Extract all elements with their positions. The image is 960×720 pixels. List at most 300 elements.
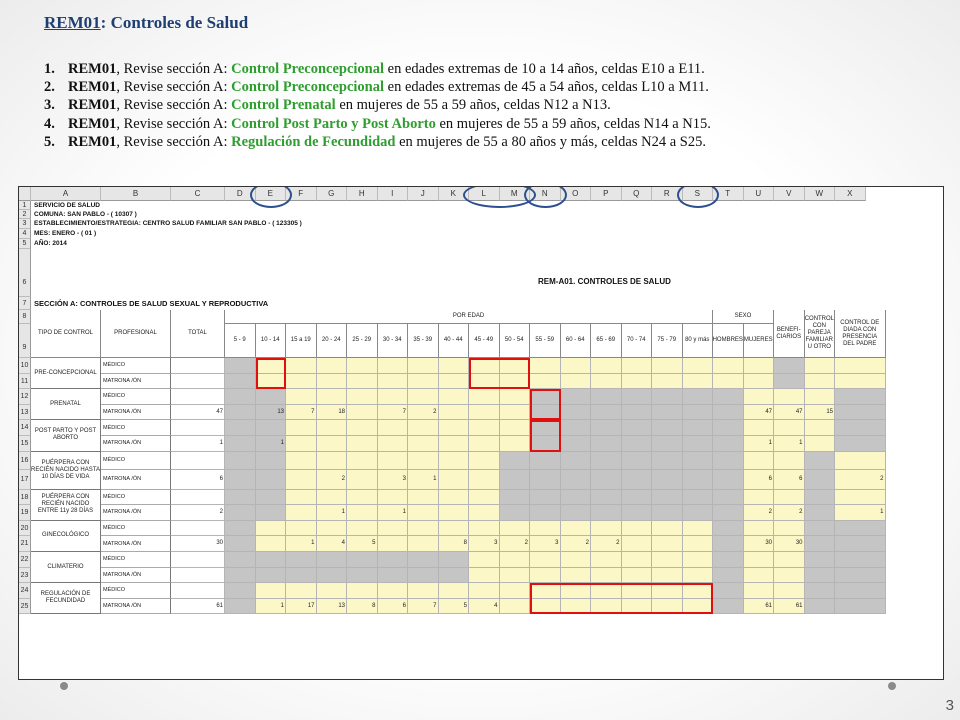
value-age: 6 <box>402 602 406 609</box>
row-header-11: 11 <box>19 374 31 390</box>
row-header-17: 17 <box>19 470 31 490</box>
cell-D19 <box>225 505 256 521</box>
cell-F22 <box>286 552 317 568</box>
value-age: 8 <box>463 540 467 547</box>
cell-X25 <box>835 599 886 615</box>
cell-P12 <box>591 389 622 405</box>
cell-W15 <box>805 436 836 452</box>
instruction-pre: , Revise sección A: <box>116 115 232 132</box>
cell-F24 <box>286 583 317 599</box>
cell-I24 <box>378 583 409 599</box>
cell-P13 <box>591 405 622 421</box>
column-header-X: X <box>835 187 866 201</box>
header-padre: CONTROL DE DIADA CON PRESENCIA DEL PADRE <box>835 310 886 358</box>
instruction-rem: REM01 <box>68 79 117 96</box>
cell-E17 <box>256 470 287 490</box>
column-header-W: W <box>805 187 836 201</box>
header-age-I: 30 - 34 <box>378 324 409 358</box>
cell-W18 <box>805 490 836 506</box>
cell-C11 <box>171 374 225 390</box>
cell-V20 <box>774 521 805 537</box>
prof-medico: MÉDICO <box>101 490 171 506</box>
cell-X14 <box>835 420 886 436</box>
info-servicio: SERVICIO DE SALUD <box>34 202 100 209</box>
instruction-rem: REM01 <box>68 97 117 114</box>
row-header-19: 19 <box>19 505 31 521</box>
group-label: PUÉRPERA CON RECIÉN NACIDO ENTRE 11y 28 DÍAS <box>31 490 101 521</box>
cell-U23 <box>744 568 775 584</box>
value-total: 1 <box>219 439 223 446</box>
cell-C16 <box>171 452 225 470</box>
column-header-G: G <box>317 187 348 201</box>
cell-Q19 <box>622 505 653 521</box>
value-total: 6 <box>219 475 223 482</box>
cell-L18 <box>469 490 500 506</box>
header-age-Q: 70 - 74 <box>622 324 653 358</box>
header-age-K: 40 - 44 <box>439 324 470 358</box>
cell-T14 <box>713 420 744 436</box>
value-beneficiarios: 2 <box>799 509 803 515</box>
header-age-E: 10 - 14 <box>256 324 287 358</box>
value-age: 8 <box>372 602 376 609</box>
cell-T20 <box>713 521 744 537</box>
title-rest: : Controles de Salud <box>100 13 249 32</box>
prof-matrona: MATRONA /ÓN <box>101 568 171 584</box>
instruction-hl: Regulación de Fecundidad <box>231 133 396 150</box>
instruction-hl: Control Prenatal <box>231 97 336 114</box>
cell-I21 <box>378 536 409 552</box>
row-header-8: 8 <box>19 310 31 324</box>
cell-E14 <box>256 420 287 436</box>
row-header-22: 22 <box>19 552 31 568</box>
cell-D17 <box>225 470 256 490</box>
cell-S18 <box>683 490 714 506</box>
cell-K12 <box>439 389 470 405</box>
cell-R13 <box>652 405 683 421</box>
cell-N12 <box>530 389 561 405</box>
value-age: 1 <box>402 509 406 515</box>
cell-D13 <box>225 405 256 421</box>
value-pareja: 15 <box>826 408 833 415</box>
cell-O12 <box>561 389 592 405</box>
cell-Q10 <box>622 358 653 374</box>
cell-L12 <box>469 389 500 405</box>
cell-L24 <box>469 583 500 599</box>
prof-matrona: MATRONA /ÓN <box>101 505 171 521</box>
value-total: 30 <box>216 540 223 547</box>
cell-E18 <box>256 490 287 506</box>
cell-O17 <box>561 470 592 490</box>
row-header-2: 2 <box>19 210 31 219</box>
cell-G10 <box>317 358 348 374</box>
instruction-hl: Control Preconcepcional <box>231 61 385 77</box>
cell-I12 <box>378 389 409 405</box>
prof-matrona: MATRONA /ÓN <box>101 436 171 452</box>
cell-T13 <box>713 405 744 421</box>
prof-medico: MÉDICO <box>101 452 171 470</box>
cell-X18 <box>835 490 886 506</box>
cell-S10 <box>683 358 714 374</box>
cell-I16 <box>378 452 409 470</box>
cell-T21 <box>713 536 744 552</box>
cell-N17 <box>530 470 561 490</box>
cell-K18 <box>439 490 470 506</box>
row-header-23: 23 <box>19 568 31 584</box>
cell-M10 <box>500 358 531 374</box>
cell-D22 <box>225 552 256 568</box>
cell-Q16 <box>622 452 653 470</box>
cell-R24 <box>652 583 683 599</box>
cell-X11 <box>835 374 886 390</box>
cell-L10 <box>469 358 500 374</box>
value-age: 7 <box>402 408 406 415</box>
cell-T12 <box>713 389 744 405</box>
value-age: 2 <box>433 408 437 415</box>
column-header-K: K <box>439 187 470 201</box>
column-header-corner <box>19 187 31 201</box>
cell-F14 <box>286 420 317 436</box>
cell-W21 <box>805 536 836 552</box>
value-age: 1 <box>311 540 315 547</box>
value-age: 2 <box>524 540 528 547</box>
cell-W24 <box>805 583 836 599</box>
spreadsheet-screenshot <box>18 186 944 680</box>
column-header-J: J <box>408 187 439 201</box>
cell-N15 <box>530 436 561 452</box>
cell-N20 <box>530 521 561 537</box>
value-age: 7 <box>311 408 315 415</box>
cell-S19 <box>683 505 714 521</box>
cell-U24 <box>744 583 775 599</box>
report-title: REM-A01. CONTROLES DE SALUD <box>538 277 671 286</box>
cell-H10 <box>347 358 378 374</box>
cell-N19 <box>530 505 561 521</box>
cell-G14 <box>317 420 348 436</box>
cell-V18 <box>774 490 805 506</box>
cell-E12 <box>256 389 287 405</box>
cell-F16 <box>286 452 317 470</box>
header-age-O: 60 - 64 <box>561 324 592 358</box>
cell-N11 <box>530 374 561 390</box>
header-profesional: PROFESIONAL <box>101 310 171 358</box>
cell-I20 <box>378 521 409 537</box>
value-total: 2 <box>219 509 223 515</box>
cell-E22 <box>256 552 287 568</box>
row-header-18: 18 <box>19 490 31 506</box>
cell-R15 <box>652 436 683 452</box>
cell-I14 <box>378 420 409 436</box>
header-age-J: 35 - 39 <box>408 324 439 358</box>
cell-S12 <box>683 389 714 405</box>
instruction-hl: Control Preconcepcional <box>231 79 385 96</box>
cell-J20 <box>408 521 439 537</box>
cell-Q21 <box>622 536 653 552</box>
instruction-num: 4. <box>44 115 55 132</box>
prof-medico: MÉDICO <box>101 420 171 436</box>
value-mujeres: 30 <box>765 540 772 547</box>
value-total: 61 <box>216 602 223 609</box>
cell-C23 <box>171 568 225 584</box>
cell-Q24 <box>622 583 653 599</box>
cell-R17 <box>652 470 683 490</box>
prof-matrona: MATRONA /ÓN <box>101 536 171 552</box>
cell-I23 <box>378 568 409 584</box>
cell-T11 <box>713 374 744 390</box>
cell-J21 <box>408 536 439 552</box>
cell-S11 <box>683 374 714 390</box>
cell-C14 <box>171 420 225 436</box>
cell-H22 <box>347 552 378 568</box>
cell-X10 <box>835 358 886 374</box>
cell-L14 <box>469 420 500 436</box>
cell-M20 <box>500 521 531 537</box>
cell-H13 <box>347 405 378 421</box>
column-header-B: B <box>101 187 171 201</box>
cell-J14 <box>408 420 439 436</box>
value-total: 47 <box>216 408 223 415</box>
cell-X20 <box>835 521 886 537</box>
row-header-6: 6 <box>19 249 31 297</box>
cell-F10 <box>286 358 317 374</box>
cell-Q13 <box>622 405 653 421</box>
prof-medico: MÉDICO <box>101 583 171 599</box>
row-header-3: 3 <box>19 219 31 229</box>
cell-U22 <box>744 552 775 568</box>
cell-V24 <box>774 583 805 599</box>
cell-I15 <box>378 436 409 452</box>
row-header-16: 16 <box>19 452 31 470</box>
group-label: CLIMATERIO <box>31 552 101 583</box>
group-label: REGULACIÓN DE FECUNDIDAD <box>31 583 101 614</box>
cell-D23 <box>225 568 256 584</box>
instruction-hl: Control Post Parto y Post Aborto <box>231 115 436 132</box>
cell-X23 <box>835 568 886 584</box>
cell-P25 <box>591 599 622 615</box>
value-age: 5 <box>372 540 376 547</box>
cell-G15 <box>317 436 348 452</box>
row-header-20: 20 <box>19 521 31 537</box>
cell-S17 <box>683 470 714 490</box>
cell-K15 <box>439 436 470 452</box>
cell-G16 <box>317 452 348 470</box>
cell-H12 <box>347 389 378 405</box>
instruction-item <box>44 133 711 151</box>
cell-J10 <box>408 358 439 374</box>
group-label: GINECOLÓGICO <box>31 521 101 552</box>
header-hombres: HOMBRES <box>713 324 744 358</box>
value-mujeres: 1 <box>768 439 772 446</box>
row-header-25: 25 <box>19 599 31 615</box>
row-header-9: 9 <box>19 324 31 358</box>
instruction-item <box>44 60 711 78</box>
cell-D24 <box>225 583 256 599</box>
cell-M14 <box>500 420 531 436</box>
value-age: 4 <box>341 540 345 547</box>
cell-T19 <box>713 505 744 521</box>
cell-V14 <box>774 420 805 436</box>
instruction-pre: , Revise sección A: <box>116 133 232 150</box>
value-age: 13 <box>277 408 284 415</box>
prof-matrona: MATRONA /ÓN <box>101 374 171 390</box>
cell-S13 <box>683 405 714 421</box>
cell-T25 <box>713 599 744 615</box>
info-anio: AÑO: 2014 <box>34 240 67 247</box>
cell-Q12 <box>622 389 653 405</box>
info-comuna: COMUNA: SAN PABLO - ( 10307 ) <box>34 211 137 218</box>
instruction-num: 1. <box>44 61 55 77</box>
header-age-N: 55 - 59 <box>530 324 561 358</box>
instruction-pre: , Revise sección A: <box>116 97 232 114</box>
cell-P18 <box>591 490 622 506</box>
cell-X24 <box>835 583 886 599</box>
value-beneficiarios: 47 <box>795 408 803 415</box>
cell-O23 <box>561 568 592 584</box>
cell-S16 <box>683 452 714 470</box>
cell-C10 <box>171 358 225 374</box>
cell-C20 <box>171 521 225 537</box>
cell-W17 <box>805 470 836 490</box>
cell-L22 <box>469 552 500 568</box>
cell-D12 <box>225 389 256 405</box>
cell-L20 <box>469 521 500 537</box>
value-beneficiarios: 6 <box>799 475 803 482</box>
cell-E20 <box>256 521 287 537</box>
cell-K24 <box>439 583 470 599</box>
cell-N16 <box>530 452 561 470</box>
cell-Q11 <box>622 374 653 390</box>
instruction-pre: , Revise sección A: <box>116 79 232 96</box>
cell-M17 <box>500 470 531 490</box>
row-header-24: 24 <box>19 583 31 599</box>
info-establecimiento: ESTABLECIMIENTO/ESTRATEGIA: CENTRO SALUD FAMILIAR SAN PABLO - ( 123305 ) <box>34 220 302 227</box>
cell-N14 <box>530 420 561 436</box>
cell-X15 <box>835 436 886 452</box>
cell-P23 <box>591 568 622 584</box>
cell-Q25 <box>622 599 653 615</box>
row-header-7: 7 <box>19 297 31 310</box>
slide-title <box>44 13 248 33</box>
instruction-num: 2. <box>44 79 55 96</box>
cell-W14 <box>805 420 836 436</box>
cell-R16 <box>652 452 683 470</box>
cell-D14 <box>225 420 256 436</box>
cell-V23 <box>774 568 805 584</box>
header-age-R: 75 - 79 <box>652 324 683 358</box>
column-header-Q: Q <box>622 187 653 201</box>
cell-I10 <box>378 358 409 374</box>
cell-V16 <box>774 452 805 470</box>
cell-W22 <box>805 552 836 568</box>
cell-T15 <box>713 436 744 452</box>
cell-R11 <box>652 374 683 390</box>
cell-P11 <box>591 374 622 390</box>
row-header-15: 15 <box>19 436 31 452</box>
cell-M25 <box>500 599 531 615</box>
cell-T24 <box>713 583 744 599</box>
cell-G18 <box>317 490 348 506</box>
cell-N10 <box>530 358 561 374</box>
cell-F11 <box>286 374 317 390</box>
cell-S15 <box>683 436 714 452</box>
cell-Q22 <box>622 552 653 568</box>
cell-S24 <box>683 583 714 599</box>
cell-G11 <box>317 374 348 390</box>
row-header-13: 13 <box>19 405 31 421</box>
cell-C22 <box>171 552 225 568</box>
cell-C18 <box>171 490 225 506</box>
cell-S14 <box>683 420 714 436</box>
instruction-rem: REM01 <box>68 133 117 150</box>
cell-E10 <box>256 358 287 374</box>
cell-M15 <box>500 436 531 452</box>
cell-R21 <box>652 536 683 552</box>
cell-Q18 <box>622 490 653 506</box>
cell-N25 <box>530 599 561 615</box>
cell-M24 <box>500 583 531 599</box>
cell-K14 <box>439 420 470 436</box>
cell-W19 <box>805 505 836 521</box>
cell-K19 <box>439 505 470 521</box>
row-header-21: 21 <box>19 536 31 552</box>
cell-O11 <box>561 374 592 390</box>
instruction-pre: , Revise sección A: <box>116 61 232 77</box>
column-header-A: A <box>31 187 101 201</box>
column-header-C: C <box>171 187 225 201</box>
cell-H17 <box>347 470 378 490</box>
cell-D18 <box>225 490 256 506</box>
header-beneficiarios: BENEFI-CIARIOS <box>774 310 805 358</box>
value-age: 2 <box>616 540 620 547</box>
value-age: 2 <box>585 540 589 547</box>
value-beneficiarios: 1 <box>799 439 803 446</box>
row-header-10: 10 <box>19 358 31 374</box>
cell-D15 <box>225 436 256 452</box>
cell-P19 <box>591 505 622 521</box>
cell-R18 <box>652 490 683 506</box>
header-total: TOTAL <box>171 310 225 358</box>
cell-T17 <box>713 470 744 490</box>
header-age-D: 5 - 9 <box>225 324 256 358</box>
value-mujeres: 6 <box>768 475 772 482</box>
cell-U10 <box>744 358 775 374</box>
cell-Q23 <box>622 568 653 584</box>
cell-H19 <box>347 505 378 521</box>
value-age: 3 <box>555 540 559 547</box>
cell-H18 <box>347 490 378 506</box>
header-age-F: 15 a 19 <box>286 324 317 358</box>
cell-K22 <box>439 552 470 568</box>
header-age-G: 20 - 24 <box>317 324 348 358</box>
cell-V10 <box>774 358 805 374</box>
column-header-T: T <box>713 187 744 201</box>
header-age-H: 25 - 29 <box>347 324 378 358</box>
cell-S21 <box>683 536 714 552</box>
cell-F17 <box>286 470 317 490</box>
cell-L16 <box>469 452 500 470</box>
cell-U11 <box>744 374 775 390</box>
column-header-R: R <box>652 187 683 201</box>
cell-P14 <box>591 420 622 436</box>
column-header-V: V <box>774 187 805 201</box>
cell-U18 <box>744 490 775 506</box>
group-label: POST PARTO Y POST ABORTO <box>31 420 101 451</box>
value-age: 1 <box>433 475 437 482</box>
cell-J12 <box>408 389 439 405</box>
cell-G22 <box>317 552 348 568</box>
cell-G23 <box>317 568 348 584</box>
cell-O20 <box>561 521 592 537</box>
cell-P22 <box>591 552 622 568</box>
